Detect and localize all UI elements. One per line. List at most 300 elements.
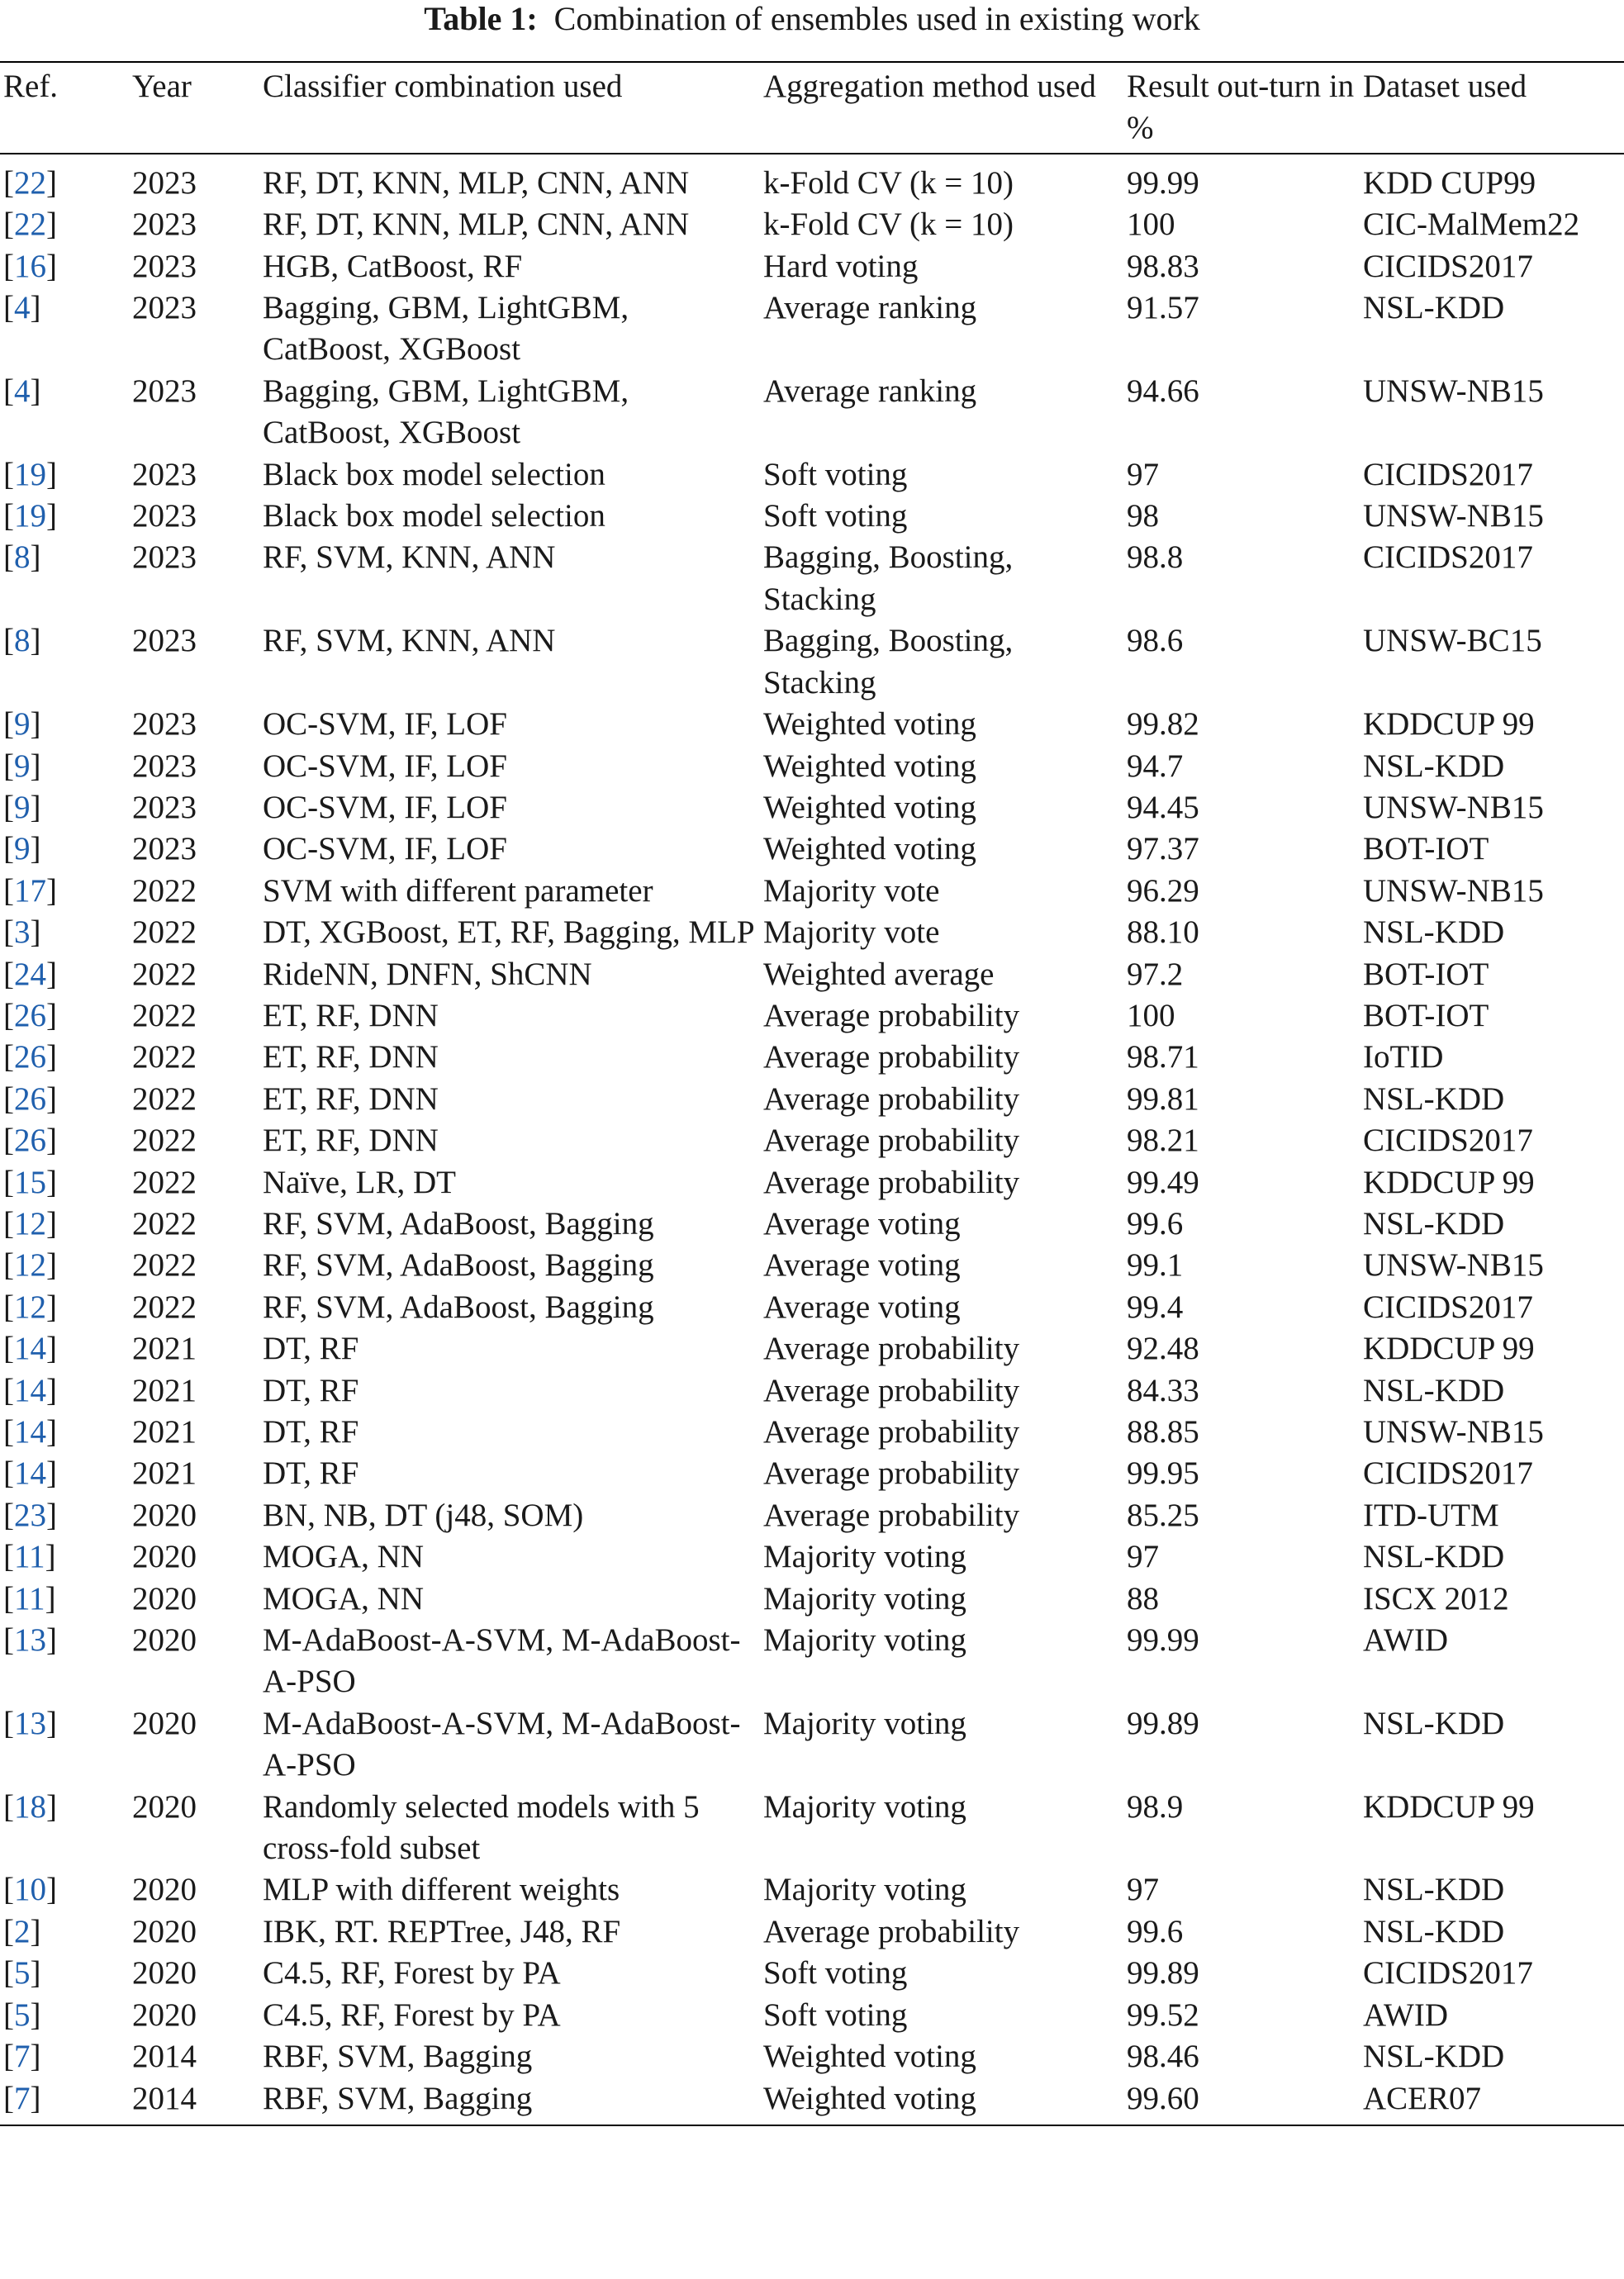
dataset-cell: ITD-UTM [1363,1497,1499,1533]
result-cell: 99.52 [1127,1996,1199,2033]
classifier-combination-cell: HGB, CatBoost, RF [263,248,523,284]
year-cell: 2014 [132,2039,197,2075]
citation-link[interactable]: 9 [14,831,31,867]
dataset-cell: NSL-KDD [1363,1539,1505,1575]
citation-bracket: ] [30,1913,41,1949]
classifier-combination-cell: M-AdaBoost-A-SVM, M-AdaBoost-A-PSO [263,1705,741,1783]
table-row [0,454,1624,496]
classifier-combination-cell: ET, RF, DNN [263,1039,439,1075]
citation-bracket: ] [45,1580,56,1617]
header-year: Year [132,69,192,104]
dataset-cell: UNSW-NB15 [1363,373,1544,409]
table-row [0,954,1624,995]
result-cell: 98.83 [1127,248,1199,284]
dataset-cell: BOT-IOT [1363,997,1489,1033]
dataset-cell: NSL-KDD [1363,2039,1505,2075]
table-row [0,995,1624,1037]
classifier-combination-cell: RF, SVM, AdaBoost, Bagging [263,1289,654,1325]
table-row [0,1453,1624,1494]
ref-cell [0,154,129,204]
citation-bracket: [ [3,1039,14,1075]
year-cell: 2022 [132,872,197,909]
ref-cell [0,1162,129,1204]
classifier-combination-cell: RBF, SVM, Bagging [263,2080,533,2116]
ref-cell [0,1287,129,1328]
citation-bracket: ] [46,248,57,284]
citation-bracket: ] [30,1955,41,1992]
aggregation-method-cell: Weighted average [763,956,995,992]
citation-link[interactable]: 14 [14,1414,46,1450]
aggregation-method-cell: Weighted voting [763,2039,976,2075]
citation-link[interactable]: 9 [14,789,31,825]
citation-bracket: ] [30,2039,41,2075]
citation-bracket: [ [3,1622,14,1659]
aggregation-method-cell: Average probability [763,1913,1020,1949]
ref-cell [0,1037,129,1078]
table-row [0,871,1624,912]
citation-link[interactable]: 16 [14,248,46,284]
aggregation-method-cell: Soft voting [763,1996,908,2033]
dataset-cell: NSL-KDD [1363,748,1505,784]
ref-cell [0,287,129,371]
dataset-cell: KDDCUP 99 [1363,706,1535,743]
table-row [0,204,1624,245]
table-row [0,1953,1624,1994]
citation-bracket: ] [46,1247,57,1284]
citation-bracket: ] [46,1164,57,1200]
result-cell: 99.49 [1127,1164,1199,1200]
dataset-cell: AWID [1363,1622,1449,1659]
year-cell: 2021 [132,1414,197,1450]
result-cell: 98.46 [1127,2039,1199,2075]
aggregation-method-cell: Weighted voting [763,2080,976,2116]
citation-bracket: [ [3,2039,14,2075]
year-cell: 2023 [132,456,197,492]
citation-bracket: ] [30,2080,41,2116]
year-cell: 2020 [132,1955,197,1992]
year-cell: 2021 [132,1372,197,1408]
ref-cell [0,1495,129,1536]
dataset-cell: NSL-KDD [1363,1705,1505,1741]
year-cell: 2022 [132,997,197,1033]
citation-bracket: [ [3,1414,14,1450]
table-row [0,1370,1624,1412]
citation-link[interactable]: 8 [14,539,31,576]
result-cell: 98.6 [1127,623,1184,659]
year-cell: 2023 [132,164,197,201]
classifier-combination-cell: MOGA, NN [263,1539,424,1575]
citation-bracket: ] [30,831,41,867]
aggregation-method-cell: Majority voting [763,1580,966,1617]
table-row [0,746,1624,787]
aggregation-method-cell: Average voting [763,1205,961,1242]
citation-link[interactable]: 3 [14,914,31,951]
citation-bracket: [ [3,1372,14,1408]
year-cell: 2023 [132,831,197,867]
citation-bracket: ] [46,1705,57,1741]
ref-cell [0,246,129,287]
aggregation-method-cell: Majority voting [763,1622,966,1659]
aggregation-method-cell: Majority vote [763,914,940,951]
citation-bracket: [ [3,1331,14,1367]
table-row [0,912,1624,953]
table-row [0,1703,1624,1787]
classifier-combination-cell: OC-SVM, IF, LOF [263,789,507,825]
citation-link[interactable]: 14 [14,1372,46,1408]
result-cell: 99.95 [1127,1455,1199,1492]
citation-link[interactable]: 2 [14,1913,31,1949]
citation-bracket: ] [46,1414,57,1450]
aggregation-method-cell: Average probability [763,1039,1020,1075]
aggregation-method-cell: Majority voting [763,1788,966,1825]
dataset-cell: CICIDS2017 [1363,1455,1533,1492]
citation-bracket: ] [46,1331,57,1367]
aggregation-method-cell: Average probability [763,1164,1020,1200]
citation-link[interactable]: 5 [14,1955,31,1992]
aggregation-method-cell: Majority vote [763,872,940,909]
dataset-cell: UNSW-NB15 [1363,498,1544,534]
dataset-cell: CICIDS2017 [1363,1123,1533,1159]
citation-link[interactable]: 12 [14,1247,46,1284]
citation-bracket: ] [46,1372,57,1408]
table-row [0,829,1624,870]
aggregation-method-cell: Weighted voting [763,831,976,867]
citation-bracket: [ [3,498,14,534]
citation-link[interactable]: 11 [14,1580,45,1617]
table-caption-label: Table 1: [424,0,538,37]
citation-bracket: [ [3,1705,14,1741]
dataset-cell: NSL-KDD [1363,1872,1505,1908]
result-cell: 99.82 [1127,706,1199,743]
aggregation-method-cell: Average probability [763,1414,1020,1450]
result-cell: 100 [1127,207,1175,243]
citation-bracket: [ [3,1247,14,1284]
ref-cell [0,1120,129,1161]
citation-link[interactable]: 26 [14,1039,46,1075]
ref-cell [0,995,129,1037]
year-cell: 2020 [132,1705,197,1741]
aggregation-method-cell: Average probability [763,1455,1020,1492]
result-cell: 99.4 [1127,1289,1184,1325]
citation-link[interactable]: 11 [14,1539,45,1575]
ref-cell [0,871,129,912]
year-cell: 2022 [132,1289,197,1325]
citation-link[interactable]: 12 [14,1205,46,1242]
citation-bracket: ] [46,1205,57,1242]
year-cell: 2023 [132,623,197,659]
year-cell: 2022 [132,1205,197,1242]
citation-link[interactable]: 13 [14,1705,46,1741]
header-dataset: Dataset used [1363,69,1527,104]
dataset-cell: KDDCUP 99 [1363,1164,1535,1200]
citation-link[interactable]: 7 [14,2039,31,2075]
citation-link[interactable]: 23 [14,1497,46,1533]
year-cell: 2020 [132,1580,197,1617]
ref-cell [0,1620,129,1703]
classifier-combination-cell: Randomly selected models with 5 cross-fold subset [263,1788,700,1867]
classifier-combination-cell: RF, DT, KNN, MLP, CNN, ANN [263,207,690,243]
header-result: Result out-turn in % [1127,69,1355,146]
citation-link[interactable]: 18 [14,1788,46,1825]
year-cell: 2014 [132,2080,197,2116]
classifier-combination-cell: Bagging, GBM, LightGBM, CatBoost, XGBoost [263,373,629,451]
table-row [0,1911,1624,1953]
citation-link[interactable]: 26 [14,1123,46,1159]
citation-bracket: ] [46,1080,57,1117]
classifier-combination-cell: RF, SVM, KNN, ANN [263,539,556,576]
table-row [0,1995,1624,2036]
aggregation-method-cell: Hard voting [763,248,919,284]
citation-bracket: ] [30,914,41,951]
classifier-combination-cell: RF, SVM, AdaBoost, Bagging [263,1205,654,1242]
citation-bracket: [ [3,1455,14,1492]
table-row [0,1120,1624,1161]
table-row [0,620,1624,704]
table-row [0,787,1624,829]
aggregation-method-cell: Average probability [763,1080,1020,1117]
year-cell: 2021 [132,1455,197,1492]
table-header [0,62,1624,154]
citation-link[interactable]: 10 [14,1872,46,1908]
citation-bracket: ] [30,373,41,409]
year-cell: 2023 [132,290,197,326]
citation-link[interactable]: 22 [14,164,46,201]
citation-bracket: ] [30,623,41,659]
citation-link[interactable]: 4 [14,290,31,326]
year-cell: 2022 [132,1164,197,1200]
aggregation-method-cell: Average probability [763,1123,1020,1159]
table-row [0,1079,1624,1120]
year-cell: 2020 [132,1622,197,1659]
dataset-cell: NSL-KDD [1363,1080,1505,1117]
result-cell: 98.71 [1127,1039,1199,1075]
result-cell: 84.33 [1127,1372,1199,1408]
aggregation-method-cell: Weighted voting [763,789,976,825]
result-cell: 92.48 [1127,1331,1199,1367]
aggregation-method-cell: Average ranking [763,373,977,409]
table-row [0,154,1624,204]
citation-link[interactable]: 7 [14,2080,31,2116]
citation-bracket: ] [46,872,57,909]
ref-cell [0,1911,129,1953]
dataset-cell: KDDCUP 99 [1363,1788,1535,1825]
dataset-cell: NSL-KDD [1363,1372,1505,1408]
ref-cell [0,204,129,245]
aggregation-method-cell: Average probability [763,1497,1020,1533]
classifier-combination-cell: Black box model selection [263,498,605,534]
classifier-combination-cell: RF, SVM, KNN, ANN [263,623,556,659]
aggregation-method-cell: Bagging, Boosting, Stacking [763,623,1014,700]
dataset-cell: ISCX 2012 [1363,1580,1509,1617]
citation-link[interactable]: 9 [14,706,31,743]
result-cell: 94.7 [1127,748,1184,784]
citation-link[interactable]: 13 [14,1622,46,1659]
citation-bracket: [ [3,207,14,243]
table-row [0,371,1624,454]
citation-bracket: [ [3,914,14,951]
citation-bracket: [ [3,623,14,659]
citation-bracket: [ [3,1497,14,1533]
year-cell: 2022 [132,1247,197,1284]
dataset-cell: UNSW-BC15 [1363,623,1542,659]
citation-link[interactable]: 14 [14,1331,46,1367]
citation-bracket: ] [46,1039,57,1075]
dataset-cell: KDD CUP99 [1363,164,1536,201]
citation-bracket: [ [3,248,14,284]
citation-bracket: ] [46,1497,57,1533]
classifier-combination-cell: BN, NB, DT (j48, SOM) [263,1497,584,1533]
citation-bracket: [ [3,1289,14,1325]
result-cell: 88.85 [1127,1414,1199,1450]
citation-link[interactable]: 24 [14,956,46,992]
ref-cell [0,1453,129,1494]
table-row [0,1495,1624,1536]
citation-link[interactable]: 12 [14,1289,46,1325]
ref-cell [0,912,129,953]
citation-link[interactable]: 19 [14,456,46,492]
header-aggregation-method: Aggregation method used [763,69,1096,104]
citation-bracket: [ [3,997,14,1033]
ref-cell [0,2078,129,2125]
result-cell: 96.29 [1127,872,1199,909]
aggregation-method-cell: Weighted voting [763,748,976,784]
table-row [0,287,1624,371]
result-cell: 100 [1127,997,1175,1033]
table-row [0,1037,1624,1078]
classifier-combination-cell: MOGA, NN [263,1580,424,1617]
dataset-cell: BOT-IOT [1363,956,1489,992]
aggregation-method-cell: Average ranking [763,290,977,326]
citation-link[interactable]: 19 [14,498,46,534]
table-row [0,1328,1624,1370]
classifier-combination-cell: DT, RF [263,1414,359,1450]
aggregation-method-cell: Majority voting [763,1539,966,1575]
citation-bracket: [ [3,748,14,784]
year-cell: 2020 [132,1788,197,1825]
year-cell: 2023 [132,789,197,825]
citation-bracket: ] [30,539,41,576]
aggregation-method-cell: Average probability [763,1331,1020,1367]
citation-bracket: ] [46,1788,57,1825]
citation-link[interactable]: 17 [14,872,46,909]
dataset-cell: NSL-KDD [1363,914,1505,951]
table-row [0,1245,1624,1286]
aggregation-method-cell: Average voting [763,1289,961,1325]
classifier-combination-cell: Naïve, LR, DT [263,1164,456,1200]
year-cell: 2020 [132,1539,197,1575]
classifier-combination-cell: M-AdaBoost-A-SVM, M-AdaBoost-A-PSO [263,1622,741,1700]
year-cell: 2020 [132,1996,197,2033]
citation-bracket: [ [3,956,14,992]
aggregation-method-cell: Majority voting [763,1705,966,1741]
result-cell: 99.6 [1127,1205,1184,1242]
dataset-cell: NSL-KDD [1363,1205,1505,1242]
header-classifier-combination: Classifier combination used [263,69,623,104]
citation-link[interactable]: 4 [14,373,31,409]
citation-link[interactable]: 15 [14,1164,46,1200]
table-row [0,1579,1624,1620]
result-cell: 99.99 [1127,164,1199,201]
result-cell: 99.99 [1127,1622,1199,1659]
citation-bracket: ] [46,1123,57,1159]
dataset-cell: CICIDS2017 [1363,456,1533,492]
citation-bracket: [ [3,706,14,743]
result-cell: 88 [1127,1580,1159,1617]
table-row [0,2078,1624,2125]
citation-link[interactable]: 22 [14,207,46,243]
year-cell: 2023 [132,706,197,743]
year-cell: 2021 [132,1331,197,1367]
table-row [0,1162,1624,1204]
ref-cell [0,454,129,496]
citation-bracket: [ [3,2080,14,2116]
table-row [0,246,1624,287]
result-cell: 97 [1127,456,1159,492]
year-cell: 2022 [132,1123,197,1159]
result-cell: 99.89 [1127,1955,1199,1992]
classifier-combination-cell: Bagging, GBM, LightGBM, CatBoost, XGBoost [263,290,629,368]
table-row [0,2036,1624,2077]
ensembles-table [0,61,1624,2126]
ref-cell [0,496,129,537]
citation-bracket: [ [3,831,14,867]
dataset-cell: NSL-KDD [1363,290,1505,326]
result-cell: 98.8 [1127,539,1184,576]
result-cell: 91.57 [1127,290,1199,326]
aggregation-method-cell: Soft voting [763,456,908,492]
aggregation-method-cell: Majority voting [763,1872,966,1908]
citation-bracket: [ [3,290,14,326]
header-ref: Ref. [3,69,59,104]
citation-link[interactable]: 26 [14,1080,46,1117]
year-cell: 2020 [132,1497,197,1533]
citation-link[interactable]: 26 [14,997,46,1033]
aggregation-method-cell: Average probability [763,1372,1020,1408]
citation-link[interactable]: 5 [14,1996,31,2033]
classifier-combination-cell: ET, RF, DNN [263,1080,439,1117]
classifier-combination-cell: OC-SVM, IF, LOF [263,706,507,743]
ref-cell [0,1536,129,1578]
citation-link[interactable]: 8 [14,623,31,659]
citation-bracket: [ [3,1080,14,1117]
result-cell: 99.60 [1127,2080,1199,2116]
citation-bracket: ] [46,1872,57,1908]
table-row [0,537,1624,620]
table-row [0,1287,1624,1328]
table-row [0,1869,1624,1911]
citation-bracket: [ [3,1872,14,1908]
dataset-cell: UNSW-NB15 [1363,789,1544,825]
dataset-cell: UNSW-NB15 [1363,1247,1544,1284]
ref-cell [0,787,129,829]
result-cell: 97 [1127,1872,1159,1908]
citation-bracket: [ [3,1205,14,1242]
classifier-combination-cell: SVM with different parameter [263,872,653,909]
dataset-cell: NSL-KDD [1363,1913,1505,1949]
citation-bracket: ] [46,956,57,992]
aggregation-method-cell: k-Fold CV (k = 10) [763,207,1014,243]
header-row [0,62,1624,154]
citation-link[interactable]: 9 [14,748,31,784]
citation-link[interactable]: 14 [14,1455,46,1492]
citation-bracket: [ [3,789,14,825]
citation-bracket: [ [3,164,14,201]
year-cell: 2022 [132,914,197,951]
result-cell: 97.37 [1127,831,1199,867]
citation-bracket: [ [3,1539,14,1575]
ref-cell [0,1412,129,1453]
classifier-combination-cell: DT, RF [263,1455,359,1492]
